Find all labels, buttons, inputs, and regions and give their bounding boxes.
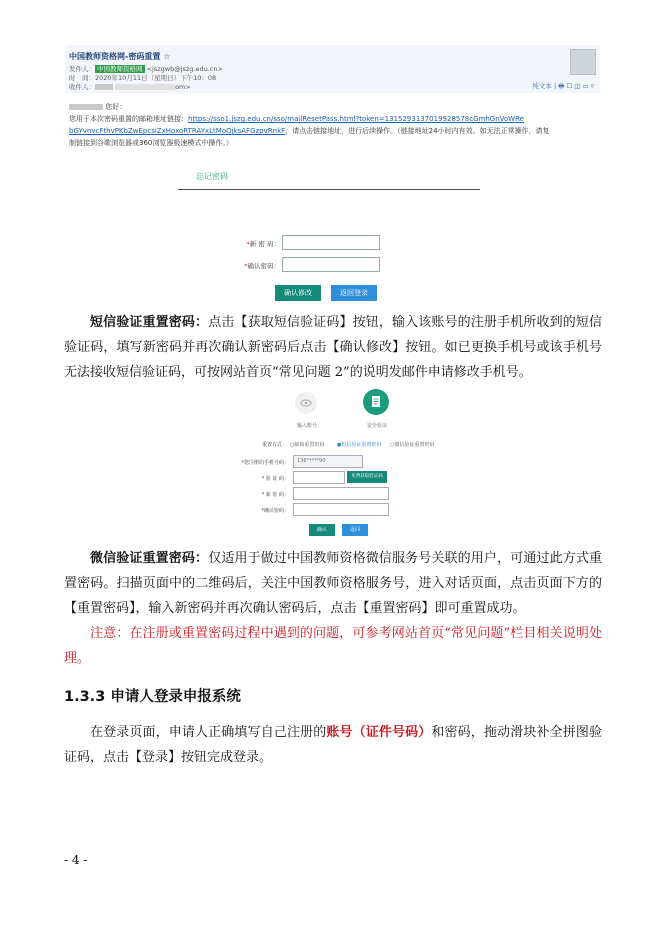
- radio-wechat-reset[interactable]: ○微信验证重置密码: [390, 442, 435, 448]
- page-number: - 4 -: [64, 853, 88, 867]
- account-highlight: 账号（证件号码）: [326, 725, 432, 740]
- email-line-1: 您用于本次密码重置的邮箱地址链接：https://sso1.jszg.edu.cn/sso/mailResetPass.html?token=1315293137019928578cGmhGnVoWRe: [69, 115, 524, 123]
- radio-sms-reset[interactable]: ●短信验证重置密码: [337, 442, 382, 448]
- code-label: * 验 证 码：: [261, 476, 289, 482]
- wechat-reset-paragraph: 微信验证重置密码：仅适用于做过中国教师资格微信服务号关联的用户，可通过此方式重置密码。扫描页面中的二维码后，关注中国教师资格服务号，进入对话页面，点击页面下方的【重置密码】，输入新密码并再次确认密码后，点击【重置密码】即可重置成功。: [64, 551, 602, 616]
- avatar: [570, 49, 596, 75]
- step-verify-label: 安全验证: [367, 423, 388, 429]
- confirm-password-label: *确认密码：: [244, 262, 280, 270]
- email-from: 发件人： 中国教师资格网 <jszgwb@jszg.edu.cn>: [69, 65, 223, 73]
- sender-tag: 中国教师资格网: [97, 65, 143, 73]
- phone-label: *您注册的手机号码：: [241, 460, 289, 466]
- sms-new-password-input[interactable]: [293, 487, 389, 500]
- code-input[interactable]: [293, 471, 345, 484]
- section-heading: 1.3.3 申请人登录申报系统: [64, 689, 241, 705]
- login-paragraph: 在登录页面，申请人正确填写自己注册的账号（证件号码）和密码，拖动滑块补全拼图验证码，点击【登录】按钮完成登录。: [64, 725, 602, 765]
- divider: [178, 189, 480, 190]
- get-sms-code-button[interactable]: 免费获取验证码: [347, 471, 387, 483]
- sms-reset-screenshot: [205, 384, 455, 544]
- reset-link-continued[interactable]: bGYvnvcFthvPKbZwEpcsiZxHoxoRTRAYxLtMoOjksAFGzpvRnkF: [69, 127, 286, 135]
- email-header: [65, 45, 600, 93]
- radio-email-reset[interactable]: ○邮箱重置密码: [290, 442, 325, 448]
- reset-method-label: 重置方式：: [261, 442, 287, 448]
- email-to: 收件人： om>: [69, 83, 191, 91]
- redacted-block: [95, 84, 113, 90]
- email-screenshot: [65, 45, 600, 175]
- forgot-password-screenshot: [178, 163, 480, 304]
- note-paragraph: 注意：在注册或重置密码过程中遇到的问题，可参考网站首页“常见问题”栏目相关说明处理。: [64, 626, 602, 666]
- sms-reset-paragraph: 短信验证重置密码：点击【获取短信验证码】按钮，输入该账号的注册手机所收到的短信验证码，填写新密码并再次确认新密码后点击【确认修改】按钮。如已更换手机号或该手机号无法接收短信验证码，可按网站首页“常见问题 2”的说明发邮件申请修改手机号。: [64, 315, 602, 380]
- redacted-block: [69, 104, 103, 110]
- sms-confirm-password-label: *确认密码：: [261, 508, 289, 514]
- sms-back-button[interactable]: 返回: [342, 524, 368, 536]
- email-greeting: 您好：: [69, 102, 126, 112]
- sms-confirm-password-input[interactable]: [293, 503, 389, 516]
- confirm-password-input[interactable]: [282, 257, 380, 272]
- reset-link[interactable]: https://sso1.jszg.edu.cn/sso/mailResetPass.html?token=1315293137019928578cGmhGnVoWRe: [188, 115, 524, 123]
- email-line-2: bGYvnvcFthvPKbZwEpcsiZxHoxoRTRAYxLtMoOjksAFGzpvRnkF，请点击链接地址，进行后续操作。（链接地址24小时内有效。如无法正常操作，请复: [69, 127, 550, 135]
- email-subject: 中国教师资格网-密码重置 ☆: [69, 52, 171, 61]
- back-to-login-button[interactable]: 返回登录: [331, 285, 377, 301]
- sms-new-password-label: * 新 密 码：: [261, 492, 289, 498]
- sms-confirm-button[interactable]: 确认: [309, 524, 335, 536]
- new-password-input[interactable]: [282, 235, 380, 250]
- redacted-block: [115, 84, 175, 90]
- email-line-3: 制链接到谷歌浏览器或360浏览器极速模式中操作。）: [69, 139, 233, 147]
- step-account-label: 输入账号: [297, 423, 318, 429]
- confirm-change-button[interactable]: 确认修改: [275, 285, 321, 301]
- forgot-title: 忘记密码: [196, 172, 228, 181]
- new-password-label: *新 密 码：: [246, 240, 280, 248]
- email-toolbar[interactable]: 纯文本 | 🖶 ☐ ◫ ▭ ▿: [532, 82, 594, 90]
- step-verify-icon: [363, 389, 389, 415]
- email-time: 时 间：2020年10月11日（星期日）下午10：08: [69, 74, 217, 82]
- phone-field: 136*****90: [293, 455, 363, 468]
- step-account-icon: [295, 392, 317, 414]
